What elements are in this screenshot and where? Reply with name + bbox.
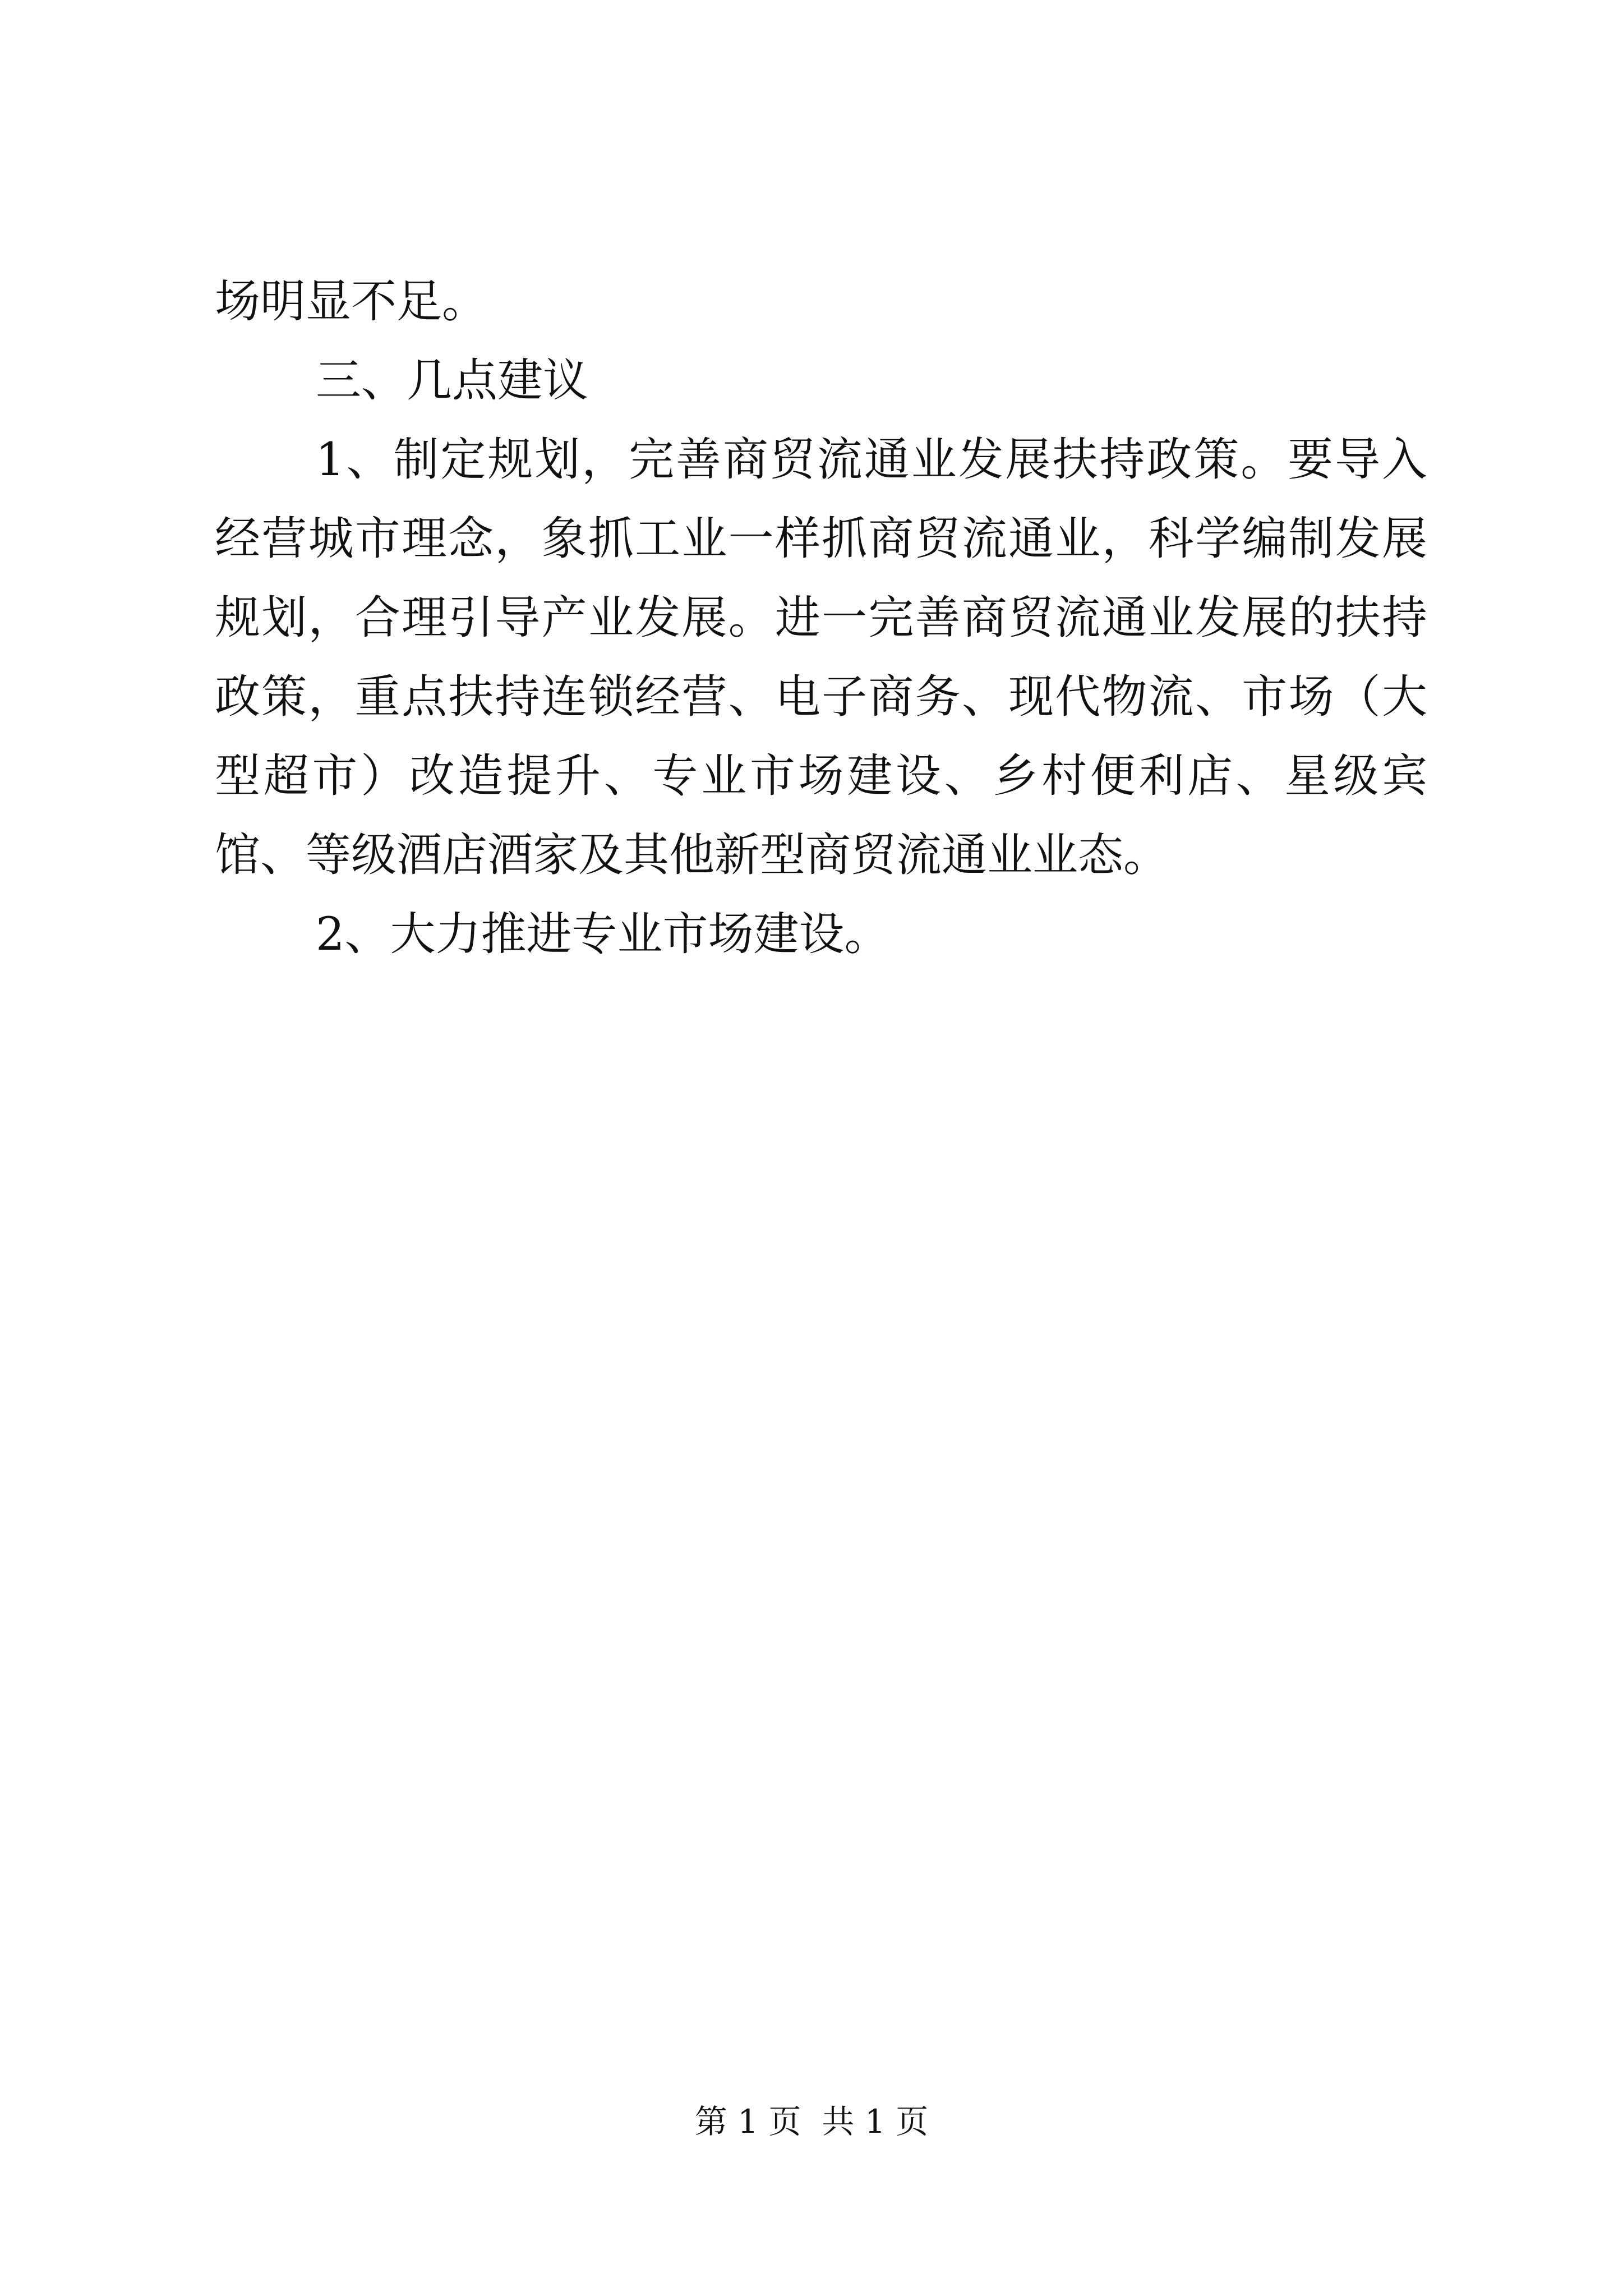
page-footer bbox=[0, 2099, 1623, 2144]
page-number-label: 第 1 页 共 1 页 bbox=[694, 2102, 929, 2141]
paragraph-suggestion-1: 1、制定规划，完善商贸流通业发展扶持政策。要导入经营城市理念，象抓工业一样抓商贸流通业，科学编制发展规划，合理引导产业发展。进一完善商贸流通业发展的扶持政策，重点扶持连锁经营、电子商务、现代物流、市场（大型超市）改造提升、专业市场建设、乡村便利店、星级宾馆、等级酒店酒家及其他新型商贸流通业业态。 bbox=[215, 434, 1427, 882]
document-body bbox=[215, 263, 1427, 974]
paragraph-suggestion-2: 2、大力推进专业市场建设。 bbox=[316, 908, 890, 961]
section-heading: 三、几点建议 bbox=[316, 355, 589, 407]
paragraph-continuation: 场明显不足。 bbox=[215, 275, 488, 328]
